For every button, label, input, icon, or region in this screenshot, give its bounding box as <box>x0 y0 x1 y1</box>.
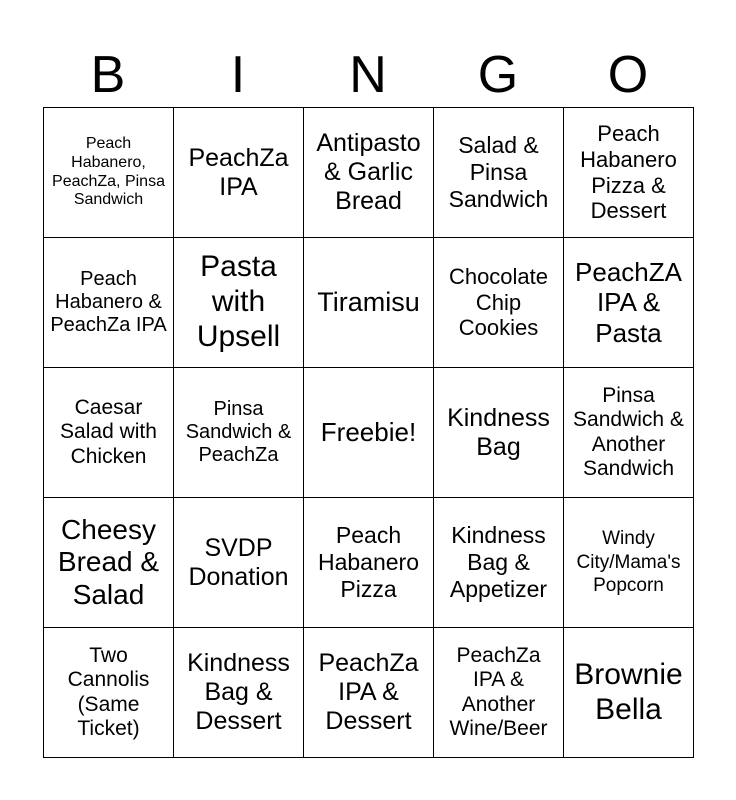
bingo-cell[interactable]: Chocolate Chip Cookies <box>434 238 564 368</box>
header-letter-o: O <box>607 46 649 104</box>
bingo-cell[interactable]: Peach Habanero Pizza & Dessert <box>564 108 694 238</box>
bingo-row <box>44 628 694 758</box>
bingo-cell[interactable]: Caesar Salad with Chicken <box>44 368 174 498</box>
bingo-cell[interactable]: Freebie! <box>304 368 434 498</box>
bingo-row <box>44 368 694 498</box>
bingo-cell[interactable]: PeachZa IPA & Another Wine/Beer <box>434 628 564 758</box>
bingo-cell[interactable]: Windy City/Mama's Popcorn <box>564 498 694 628</box>
header-letter-b: B <box>90 46 126 104</box>
bingo-cell[interactable]: Salad & Pinsa Sandwich <box>434 108 564 238</box>
bingo-cell[interactable]: Peach Habanero Pizza <box>304 498 434 628</box>
bingo-cell[interactable]: Pinsa Sandwich & Another Sandwich <box>564 368 694 498</box>
bingo-cell[interactable]: SVDP Donation <box>174 498 304 628</box>
bingo-cell[interactable]: Pasta with Upsell <box>174 238 304 368</box>
bingo-card <box>43 107 694 758</box>
bingo-cell[interactable]: Tiramisu <box>304 238 434 368</box>
bingo-cell[interactable]: Peach Habanero, PeachZa, Pinsa Sandwich <box>44 108 174 238</box>
bingo-row <box>44 498 694 628</box>
bingo-cell[interactable]: Kindness Bag & Dessert <box>174 628 304 758</box>
bingo-cell[interactable]: Cheesy Bread & Salad <box>44 498 174 628</box>
bingo-cell[interactable]: Brownie Bella <box>564 628 694 758</box>
bingo-cell[interactable]: PeachZa IPA <box>174 108 304 238</box>
bingo-header <box>43 44 693 106</box>
bingo-cell[interactable]: Kindness Bag & Appetizer <box>434 498 564 628</box>
bingo-cell[interactable]: Two Cannolis (Same Ticket) <box>44 628 174 758</box>
bingo-cell[interactable]: PeachZa IPA & Dessert <box>304 628 434 758</box>
bingo-cell[interactable]: PeachZA IPA & Pasta <box>564 238 694 368</box>
header-letter-n: N <box>349 46 387 104</box>
bingo-row <box>44 108 694 238</box>
bingo-row <box>44 238 694 368</box>
bingo-cell[interactable]: Peach Habanero & PeachZa IPA <box>44 238 174 368</box>
header-letter-g: G <box>477 46 519 104</box>
bingo-cell[interactable]: Pinsa Sandwich & PeachZa <box>174 368 304 498</box>
header-letter-i: I <box>230 46 246 104</box>
bingo-cell[interactable]: Kindness Bag <box>434 368 564 498</box>
bingo-cell[interactable]: Antipasto & Garlic Bread <box>304 108 434 238</box>
